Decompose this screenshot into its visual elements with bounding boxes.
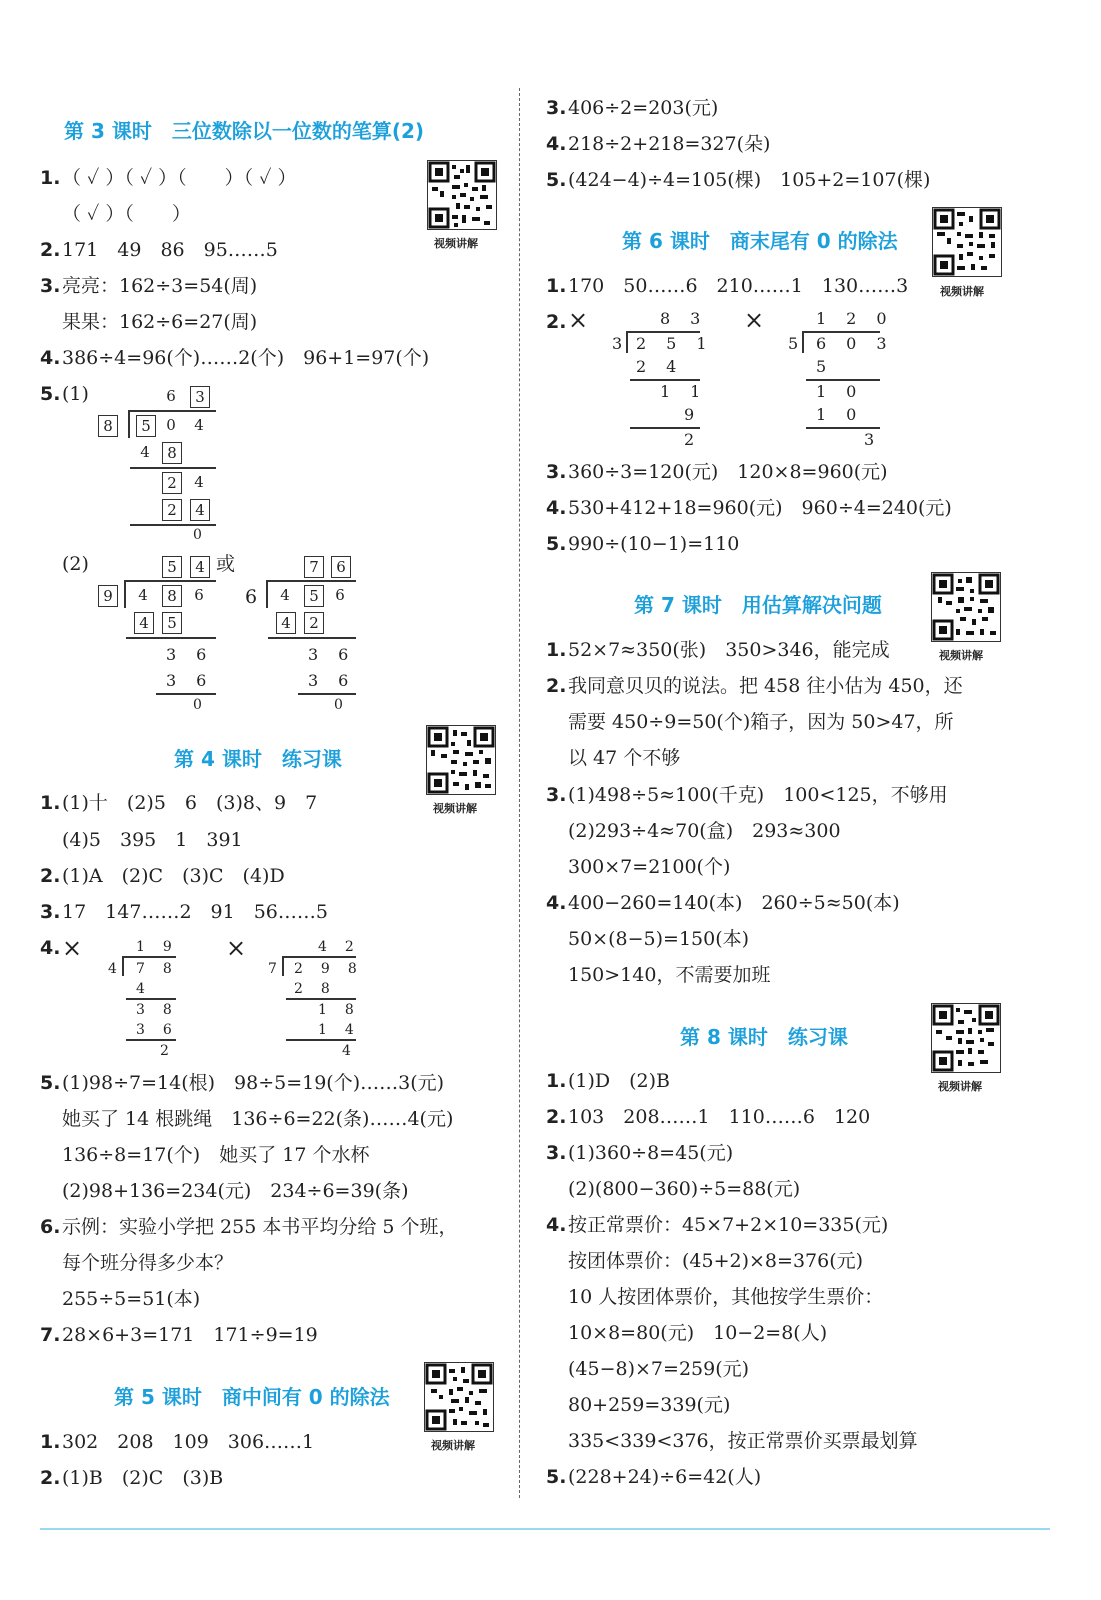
answer-line: 400−260=140(本) 260÷5≈50(本) (568, 892, 900, 914)
answer-line: 170 50……6 210……1 130……3 (568, 275, 909, 297)
answer-line: 386÷4=96(个)……2(个) 96+1=97(个) (62, 347, 430, 369)
lesson-5-title: 第 5 课时 商中间有 0 的除法 (114, 1385, 390, 1409)
dividend-row: 2 9 8 (294, 961, 359, 977)
quotient-digit: 5 (162, 556, 182, 578)
dividend-row: 2 5 1 (636, 334, 709, 353)
answer-line: 按团体票价：(45+2)×8=376(元) (568, 1250, 864, 1272)
answer-line: 990÷(10−1)=110 (568, 533, 740, 555)
final-remainder: 0 (193, 527, 204, 543)
qr-code-lesson-8[interactable] (931, 1003, 1001, 1073)
dividend-digit: 4 (194, 416, 204, 434)
qr-code-icon (932, 1004, 1000, 1072)
qr-code-lesson-4[interactable] (426, 725, 496, 795)
lesson-3-title: 第 3 课时 三位数除以一位数的笔算(2) (64, 119, 425, 143)
question-number: 2. (546, 311, 567, 333)
question-number: 7. (40, 1324, 61, 1346)
answer-line: (1)360÷8=45(元) (568, 1142, 734, 1164)
dividend-digit: 6 (194, 586, 204, 604)
product-row: 2 8 (294, 981, 332, 997)
product-digit: 4 (276, 612, 296, 634)
lesson-4-title: 第 4 课时 练习课 (174, 747, 342, 771)
question-number: 1. (40, 1431, 61, 1453)
wrong-mark: × (568, 306, 589, 334)
answer-line: 我同意贝贝的说法。把 458 往小估为 450，还 (568, 675, 963, 697)
or-label: 或 (216, 553, 236, 575)
divisor: 3 (612, 334, 625, 353)
question-number: 2. (40, 239, 61, 261)
divisor-digit: 6 (245, 586, 258, 608)
product-row: 4 (136, 981, 147, 997)
answer-line: (2)98+136=234(元) 234÷6=39(条) (62, 1180, 409, 1202)
question-number: 4. (546, 892, 567, 914)
question-number: 4. (40, 937, 61, 959)
answer-line: 亮亮：162÷3=54(周) (62, 275, 258, 297)
question-number: 4. (546, 497, 567, 519)
lesson-8-title: 第 8 课时 练习课 (680, 1025, 848, 1049)
product-digit: 5 (162, 612, 182, 634)
remainder-row: 1 0 (816, 382, 859, 401)
question-number: 3. (546, 784, 567, 806)
answer-line: 171 49 86 95……5 (62, 239, 278, 261)
product-row: 1 0 (816, 405, 859, 424)
answer-line: 示例：实验小学把 255 本书平均分给 5 个班， (62, 1216, 458, 1238)
qr-code-icon (932, 573, 1000, 641)
question-number: 1. (546, 639, 567, 661)
answer-line: 50×(8−5)=150(本) (568, 928, 750, 950)
answer-line: (1)B (2)C (3)B (62, 1467, 224, 1489)
product-digit: 4 (190, 499, 210, 521)
product-digit: 8 (162, 442, 182, 464)
qr-code-lesson-6[interactable] (932, 207, 1002, 277)
answer-line: 28×6+3=171 171÷9=19 (62, 1324, 318, 1346)
qr-caption: 视频讲解 (433, 802, 477, 815)
question-number: 5. (40, 383, 61, 405)
dividend-digit: 6 (335, 586, 345, 604)
qr-caption: 视频讲解 (431, 1439, 475, 1452)
lesson-7-title: 第 7 课时 用估算解决问题 (634, 593, 882, 617)
answer-line: 255÷5=51(本) (62, 1288, 201, 1310)
final-remainder: 4 (342, 1043, 353, 1059)
quotient-digit: 6 (166, 387, 176, 405)
column-divider (519, 88, 520, 1498)
dividend-row: 6 0 3 (816, 334, 889, 353)
answer-line: (1)98÷7=14(根) 98÷5=19(个)……3(元) (62, 1072, 445, 1094)
dividend-row: 7 8 (136, 961, 174, 977)
question-number: 5. (546, 533, 567, 555)
answer-line: 80+259=339(元) (568, 1394, 731, 1416)
answer-line: 530+412+18=960(元) 960÷4=240(元) (568, 497, 952, 519)
footer-rule (40, 1528, 1050, 1530)
qr-code-icon (933, 208, 1001, 276)
quotient-digit: 3 (190, 386, 210, 408)
answer-line: （ ✓ ）（ ） (62, 203, 191, 225)
question-number: 5. (546, 1466, 567, 1488)
answer-line: (4)5 395 1 391 (62, 829, 243, 851)
final-remainder: 0 (193, 697, 204, 713)
answer-line: (2) (62, 553, 89, 575)
answer-line: (1) (62, 383, 89, 405)
question-number: 2. (40, 865, 61, 887)
final-remainder: 2 (160, 1043, 171, 1059)
divisor: 4 (108, 961, 119, 977)
qr-caption: 视频讲解 (434, 237, 478, 250)
qr-code-lesson-5[interactable] (424, 1362, 494, 1432)
divisor-digit: 9 (98, 585, 118, 607)
answer-line: 335<339<376，按正常票价买票最划算 (568, 1430, 918, 1452)
qr-caption: 视频讲解 (938, 1080, 982, 1093)
answer-line: 360÷3=120(元) 120×8=960(元) (568, 461, 888, 483)
remainder-row: 3 6 (166, 645, 209, 664)
product-row: 5 (816, 357, 829, 376)
product-row: 3 6 (166, 671, 209, 690)
remainder-row: 1 1 (660, 382, 703, 401)
answer-line: (45−8)×7=259(元) (568, 1358, 750, 1380)
question-number: 1. (546, 1070, 567, 1092)
answer-line: (1)A (2)C (3)C (4)D (62, 865, 285, 887)
answer-line: 以 47 个不够 (568, 747, 681, 769)
answer-line: 150>140，不需要加班 (568, 964, 771, 986)
answer-line: (1)D (2)B (568, 1070, 671, 1092)
answer-line: 136÷8=17(个) 她买了 17 个水杯 (62, 1144, 370, 1166)
quotient-row: 4 2 (318, 939, 356, 955)
remainder-row: 3 6 (308, 645, 351, 664)
divisor: 7 (268, 961, 279, 977)
product-row: 3 6 (308, 671, 351, 690)
answer-line: (2)(800−360)÷5=88(元) (568, 1178, 801, 1200)
product-row: 3 6 (136, 1022, 174, 1038)
product-digit: 2 (304, 612, 324, 634)
answer-line: (228+24)÷6=42(人) (568, 1466, 762, 1488)
quotient-digit: 7 (304, 556, 324, 578)
wrong-mark: × (226, 934, 247, 962)
final-remainder: 3 (864, 430, 877, 449)
dividend-digit: 5 (304, 585, 324, 607)
qr-code-icon (425, 1363, 493, 1431)
question-number: 4. (40, 347, 61, 369)
qr-code-icon (427, 726, 495, 794)
answer-line: 300×7=2100(个) (568, 856, 731, 878)
question-number: 3. (546, 461, 567, 483)
dividend-digit: 0 (166, 416, 176, 434)
quotient-digit: 6 (331, 556, 351, 578)
dividend-digit: 4 (280, 586, 290, 604)
remainder-row: 3 8 (136, 1002, 174, 1018)
qr-code-icon (428, 161, 496, 229)
dividend-digit: 4 (138, 586, 148, 604)
wrong-mark: × (744, 306, 765, 334)
answer-line: 302 208 109 306……1 (62, 1431, 315, 1453)
question-number: 4. (546, 133, 567, 155)
question-number: 1. (40, 792, 61, 814)
answer-line: 果果：162÷6=27(周) (62, 311, 258, 333)
answer-line: 10 人按团体票价，其他按学生票价： (568, 1286, 884, 1308)
product-row: 1 4 (318, 1022, 356, 1038)
answer-line: 218÷2+218=327(朵) (568, 133, 771, 155)
question-number: 5. (546, 169, 567, 191)
wrong-mark: × (62, 934, 83, 962)
question-number: 2. (40, 1467, 61, 1489)
qr-caption: 视频讲解 (940, 285, 984, 298)
answer-line: 她买了 14 根跳绳 136÷6=22(条)……4(元) (62, 1108, 454, 1130)
qr-code-lesson-3[interactable] (427, 160, 497, 230)
answer-line: 406÷2=203(元) (568, 97, 719, 119)
question-number: 3. (546, 1142, 567, 1164)
question-number: 2. (546, 675, 567, 697)
remainder-row: 1 8 (318, 1002, 356, 1018)
remainder-digit: 4 (194, 473, 204, 491)
final-remainder: 0 (334, 697, 345, 713)
answer-line: (424−4)÷4=105(棵) 105+2=107(棵) (568, 169, 931, 191)
answer-line: 按正常票价：45×7+2×10=335(元) (568, 1214, 889, 1236)
answer-line: 每个班分得多少本？ (62, 1252, 234, 1274)
answer-line: (1)十 (2)5 6 (3)8、9 7 (62, 792, 318, 814)
remainder-digit: 2 (162, 472, 182, 494)
product-row: 2 4 (636, 357, 679, 376)
answer-line: 103 208……1 110……6 120 (568, 1106, 871, 1128)
question-number: 3. (40, 275, 61, 297)
answer-line: 17 147……2 91 56……5 (62, 901, 328, 923)
dividend-digit: 5 (136, 415, 156, 437)
product-row: 9 (684, 405, 697, 424)
question-number: 3. (40, 901, 61, 923)
answer-line: (2)293÷4≈70(盒) 293≈300 (568, 820, 841, 842)
question-number: 6. (40, 1216, 61, 1238)
quotient-row: 1 2 0 (816, 309, 889, 328)
qr-code-lesson-7[interactable] (931, 572, 1001, 642)
question-number: 1. (40, 167, 61, 189)
answer-line: 52×7≈350(张) 350>346，能完成 (568, 639, 890, 661)
quotient-row: 1 9 (136, 939, 174, 955)
question-number: 5. (40, 1072, 61, 1094)
product-digit: 4 (140, 443, 150, 461)
quotient-row: 8 3 (660, 309, 703, 328)
divisor: 5 (788, 334, 801, 353)
question-number: 4. (546, 1214, 567, 1236)
qr-caption: 视频讲解 (939, 649, 983, 662)
answer-line: 需要 450÷9=50(个)箱子，因为 50>47，所 (568, 711, 954, 733)
quotient-digit: 4 (190, 556, 210, 578)
product-digit: 4 (134, 612, 154, 634)
answer-line: (1)498÷5≈100(千克) 100<125，不够用 (568, 784, 948, 806)
question-number: 2. (546, 1106, 567, 1128)
answer-line: 10×8=80(元) 10−2=8(人) (568, 1322, 828, 1344)
final-remainder: 2 (684, 430, 697, 449)
divisor-digit: 8 (98, 415, 118, 437)
lesson-6-title: 第 6 课时 商末尾有 0 的除法 (622, 229, 898, 253)
question-number: 3. (546, 97, 567, 119)
question-number: 1. (546, 275, 567, 297)
product-digit: 2 (162, 499, 182, 521)
dividend-digit: 8 (162, 585, 182, 607)
answer-line: （ ✓ ）（ ✓ ）（ ）（ ✓ ） (62, 167, 297, 189)
